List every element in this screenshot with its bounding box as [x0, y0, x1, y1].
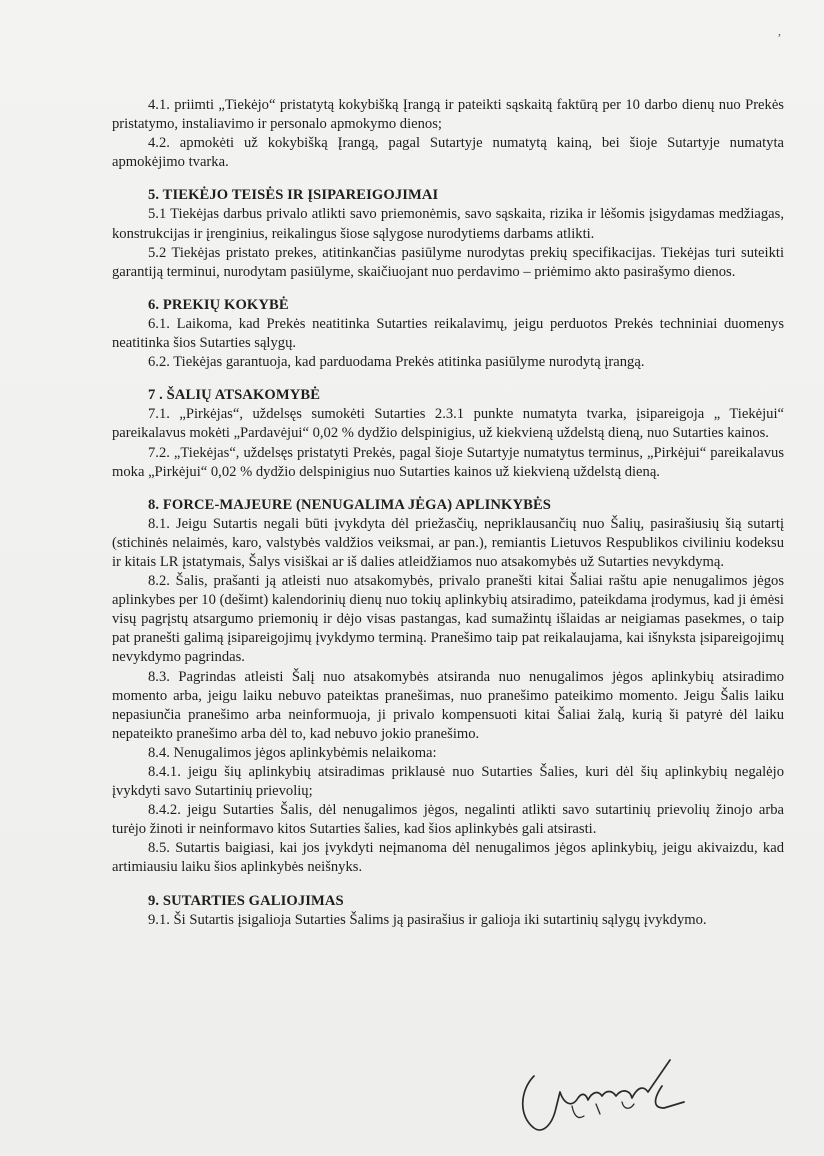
clause-7-1: 7.1. „Pirkėjas“, uždelsęs sumokėti Sutarties 2.3.1 punkte numatyta tvarka, įsipareigoja „ Tiekėjui“ pareikalavus mokėti „Pardavėjui“ 0,02 % dydžio delspinigius, už kiekvieną uždelstą dieną, nuo Sutarties kainos.	[112, 406, 784, 442]
section-7-heading: 7 . ŠALIŲ ATSAKOMYBĖ	[148, 387, 321, 404]
document-body	[112, 96, 784, 930]
clause-9-1: 9.1. Ši Sutartis įsigalioja Sutarties Šalims ją pasirašius ir galioja iki sutartinių sąlygų įvykdymo.	[148, 911, 707, 928]
clause-8-5: 8.5. Sutartis baigiasi, kai jos įvykdyti neįmanoma dėl nenugalimos jėgos aplinkybių, jeigu akivaizdu, kad artimiausiu laiku šios aplinkybės neišnyks.	[112, 840, 784, 876]
section-9-heading: 9. SUTARTIES GALIOJIMAS	[148, 892, 344, 909]
clause-8-4: 8.4. Nenugalimos jėgos aplinkybėmis nelaikoma:	[148, 744, 437, 761]
clause-8-4-2: 8.4.2. jeigu Sutarties Šalis, dėl nenugalimos jėgos, negalinti atlikti savo sutartinių prievolių žinojo arba turėjo žinoti ir neinformavo kitos Sutarties šalies, kad šios aplinkybės gali atsirasti.	[112, 802, 784, 838]
clause-8-1: 8.1. Jeigu Sutartis negali būti įvykdyta dėl priežasčių, nepriklausančių nuo Šalių, pasirašiusių šią sutartį (stichinės nelaimės, karo, valstybės valdžios veiksmai, ar pan.), remiantis Lietuvos Respublikos civiliniu kodeksu ir kitais LR įstatymais, Šalys visiškai ar iš dalies atleidžiamos nuo atsakomybės už Sutarties nevykdymą.	[112, 515, 784, 570]
scan-speck: ,	[778, 24, 781, 38]
clause-5-1: 5.1 Tiekėjas darbus privalo atlikti savo priemonėmis, savo sąskaita, rizika ir lėšomis įsigydamas medžiagas, konstrukcijas ir įrenginius, reikalingus šiose sąlygose nurodytiems darbams atlikti.	[112, 206, 784, 242]
signature	[512, 1046, 692, 1136]
section-5-heading: 5. TIEKĖJO TEISĖS IR ĮSIPAREIGOJIMAI	[148, 187, 439, 204]
clause-6-1: 6.1. Laikoma, kad Prekės neatitinka Sutarties reikalavimų, jeigu perduotos Prekės techniniai duomenys neatitinka šios Sutarties sąlygų.	[112, 315, 784, 352]
clause-6-2: 6.2. Tiekėjas garantuoja, kad parduodama Prekės atitinka pasiūlyme nurodytą įrangą.	[148, 354, 645, 371]
clause-8-2: 8.2. Šalis, prašanti ją atleisti nuo atsakomybės, privalo pranešti kitai Šaliai raštu apie nenugalimos jėgos aplinkybes per 10 (dešimt) kalendorinių dienų nuo tokių aplinkybių atsiradimo, pateikdama įrodymus, kad ji ėmėsi visų pagrįstų atsargumo priemonių ir dėjo visas pastangas, kad sumažintų išlaidas ar neigiamas pasekmes, o taip pat pranešti galimą įsipareigojimų įvykdymo terminą. Pranešimo taip pat reikalaujama, kai išnyksta įsipareigojimų nevykdymo pagrindas.	[112, 573, 784, 666]
clause-5-2: 5.2 Tiekėjas pristato prekes, atitinkančias pasiūlyme nurodytas prekių specifikacijas. Tiekėjas turi suteikti garantiją terminui, nurodytam pasiūlyme, skaičiuojant nuo perdavimo – priėmimo akto pasirašymo dienos.	[112, 244, 784, 280]
clause-8-4-1: 8.4.1. jeigu šių aplinkybių atsiradimas priklausė nuo Sutarties Šalies, kuri dėl šių aplinkybių negalėjo įvykdyti savo Sutartinių prievolių;	[112, 764, 784, 800]
clause-4-2: 4.2. apmokėti už kokybišką Įrangą, pagal Sutartyje numatytą kainą, bei šioje Sutartyje numatyta apmokėjimo tvarka.	[112, 135, 784, 171]
clause-7-2: 7.2. „Tiekėjas“, uždelsęs pristatyti Prekės, pagal šioje Sutartyje numatytus terminus, „Pirkėjui“ pareikalavus moka „Pirkėjui“ 0,02 % dydžio delspinigius nuo Sutarties kainos už kiekvieną uždelstą dieną.	[112, 444, 784, 480]
clause-8-3: 8.3. Pagrindas atleisti Šalį nuo atsakomybės atsiranda nuo nenugalimos jėgos aplinkybių atsiradimo momento arba, jeigu laiku nebuvo pateiktas pranešimas, nuo pranešimo pateikimo momento. Jeigu Šalis laiku nepasiunčia pranešimo arba neinformuoja, ji privalo kompensuoti kitai Šaliai žalą, kurią ši patyrė dėl laiku nepateikto pranešimo arba dėl to, kad nebuvo jokio pranešimo.	[112, 668, 784, 742]
clause-4-1: 4.1. priimti „Tiekėjo“ pristatytą kokybišką Įrangą ir pateikti sąskaitą faktūrą per 10 darbo dienų nuo Prekės pristatymo, instaliavimo ir personalo apmokymo dienos;	[112, 97, 784, 133]
section-6-heading: 6. PREKIŲ KOKYBĖ	[148, 296, 289, 313]
section-8-heading: 8. FORCE-MAJEURE (NENUGALIMA JĖGA) APLINKYBĖS	[148, 496, 552, 513]
